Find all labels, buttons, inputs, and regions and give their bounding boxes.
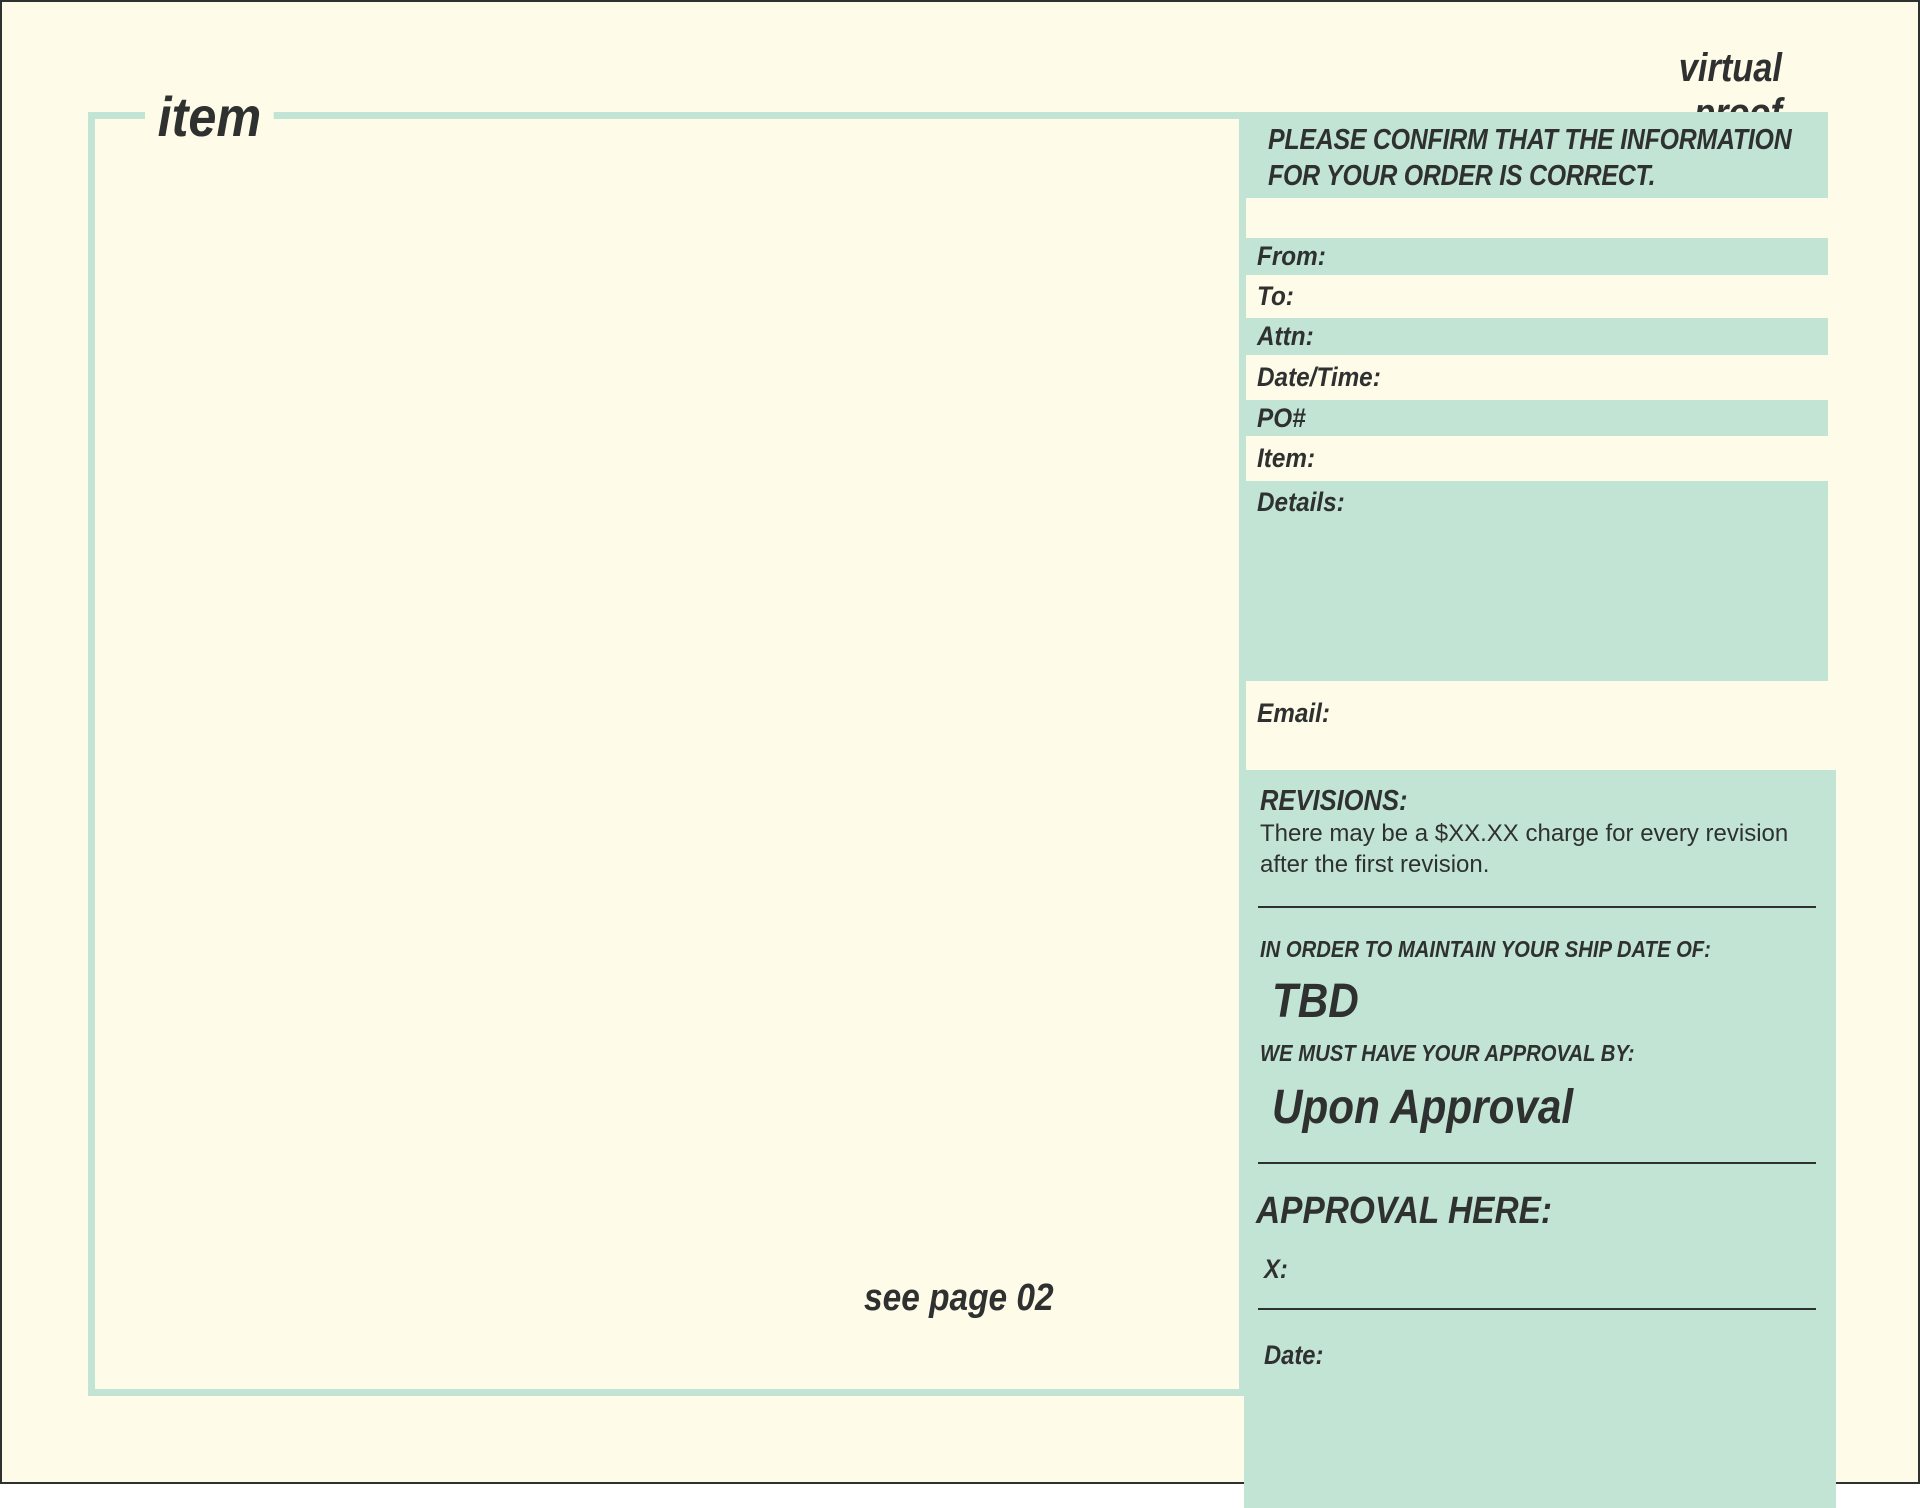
signature-label: X: — [1264, 1254, 1288, 1284]
signature-line[interactable] — [1258, 1308, 1816, 1310]
field-from-label: From: — [1257, 241, 1326, 271]
field-details[interactable] — [1244, 481, 1828, 681]
approval-by-label: WE MUST HAVE YOUR APPROVAL BY: — [1260, 1040, 1635, 1066]
field-item[interactable] — [1244, 436, 1828, 481]
field-attn-label: Attn: — [1257, 321, 1314, 351]
ship-date-value: TBD — [1272, 975, 1359, 1028]
field-email[interactable] — [1244, 681, 1828, 770]
revisions-text: There may be a $XX.XX charge for every revision after the first revision. — [1260, 820, 1789, 878]
field-po[interactable] — [1244, 400, 1828, 436]
approval-by-value: Upon Approval — [1272, 1081, 1574, 1134]
divider — [1258, 1162, 1816, 1164]
confirm-notice — [1244, 112, 1828, 198]
field-to[interactable] — [1244, 275, 1828, 318]
field-po-label: PO# — [1257, 403, 1306, 433]
field-date-time[interactable] — [1244, 355, 1828, 400]
approval-here-title: APPROVAL HERE: — [1256, 1190, 1553, 1232]
confirm-notice-text: PLEASE CONFIRM THAT THE INFORMATION FOR YOUR ORDER IS CORRECT. — [1268, 124, 1792, 192]
field-details-label: Details: — [1257, 487, 1345, 517]
field-item-label: Item: — [1257, 443, 1316, 473]
field-attn[interactable] — [1244, 318, 1828, 355]
field-date-time-label: Date/Time: — [1257, 362, 1381, 392]
item-label: item — [145, 82, 274, 152]
revisions-approval-box — [1244, 770, 1836, 1508]
divider — [1258, 906, 1816, 908]
field-email-label: Email: — [1257, 698, 1330, 728]
item-frame — [88, 112, 1246, 1396]
see-page-note: see page 02 — [864, 1277, 1054, 1319]
field-from[interactable] — [1244, 238, 1828, 275]
virtual-proof-title: virtual — [1678, 46, 1782, 90]
approval-date-label: Date: — [1264, 1340, 1324, 1370]
ship-date-label: IN ORDER TO MAINTAIN YOUR SHIP DATE OF: — [1260, 936, 1711, 962]
field-to-label: To: — [1257, 281, 1294, 311]
revisions-title: REVISIONS: — [1260, 785, 1408, 817]
